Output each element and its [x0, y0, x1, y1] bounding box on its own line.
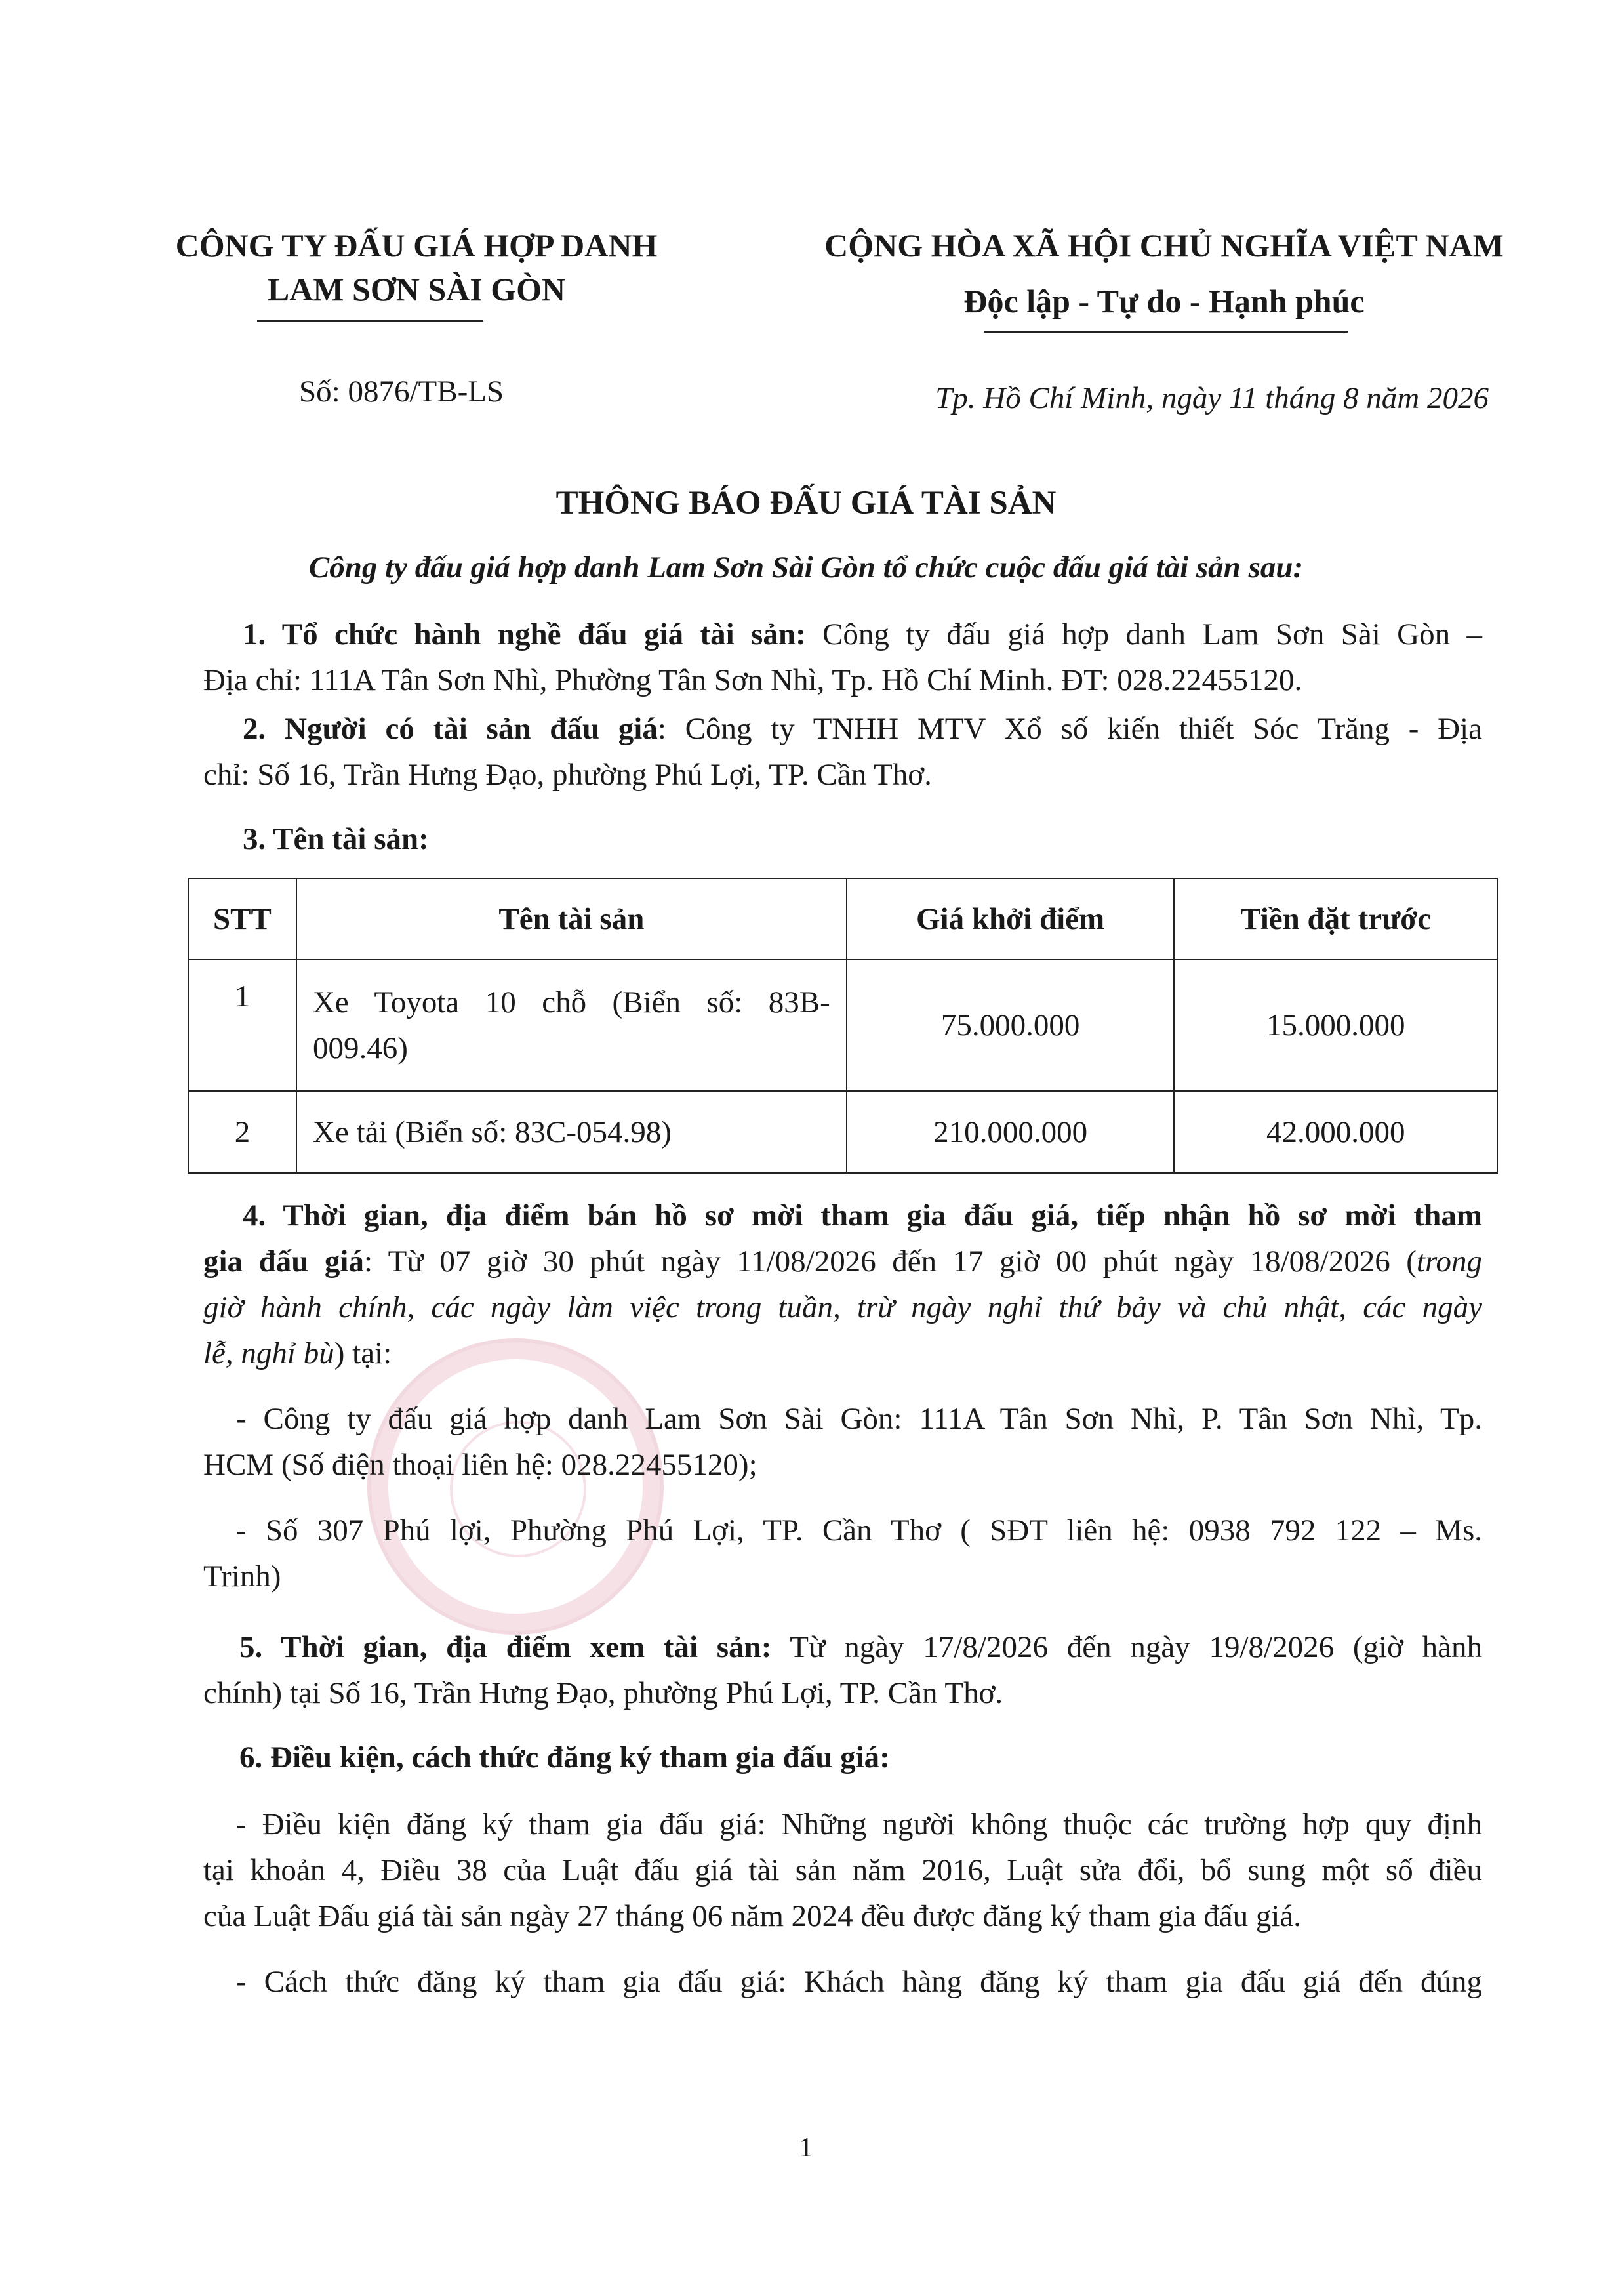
section-4-item-2 [203, 1507, 1482, 1599]
nation-motto: Độc lập - Tự do - Hạnh phúc [963, 283, 1365, 319]
section-4-italic-line: giờ hành chính, các ngày làm việc trong tuần, trừ ngày nghỉ thứ bảy và chủ nhật, các ngày [203, 1290, 1482, 1324]
org-underline [257, 320, 483, 322]
section-2-label: 2. Người có tài sản đấu giá [243, 712, 658, 746]
asset-name-line2: 009.46) [312, 1031, 408, 1065]
item-2-line2: Trinh) [203, 1559, 281, 1593]
section-2 [203, 706, 1482, 798]
section-2-text2: chỉ: Số 16, Trần Hưng Đạo, phường Phú Lợi, TP. Cần Thơ. [203, 758, 932, 792]
section-4-italic1: trong [1416, 1244, 1482, 1279]
row-stt: 2 [188, 1091, 296, 1173]
motto-underline [984, 331, 1348, 333]
section-4-label2: gia đấu giá [203, 1244, 364, 1279]
section-5-text2: chính) tại Số 16, Trần Hưng Đạo, phường Phú Lợi, TP. Cần Thơ. [203, 1676, 1003, 1710]
section-3-label: 3. Tên tài sản: [243, 822, 429, 856]
conditions-line3: của Luật Đấu giá tài sản ngày 27 tháng 06 năm 2024 đều được đăng ký tham gia đấu giá. [203, 1899, 1301, 1933]
document-subtitle: Công ty đấu giá hợp danh Lam Sơn Sài Gòn tổ chức cuộc đấu giá tài sản sau: [308, 550, 1304, 584]
row-start-price: 75.000.000 [847, 960, 1175, 1091]
row-stt: 1 [188, 960, 296, 1091]
document-number: Số: 0876/TB-LS [299, 375, 504, 409]
item-1-line2: HCM (Số điện thoại liên hệ: 028.22455120); [203, 1448, 757, 1482]
section-4-label1: 4. Thời gian, địa điểm bán hồ sơ mời tham gia đấu giá, tiếp nhận hồ sơ mời tham [243, 1199, 1482, 1233]
table-row [188, 960, 1497, 1091]
section-4-italic2: lễ, nghỉ bù [203, 1336, 334, 1370]
col-header-start-price: Giá khởi điểm [847, 878, 1175, 960]
section-4 [203, 1193, 1482, 1376]
conditions-line2: tại khoản 4, Điều 38 của Luật đấu giá tài sản năm 2016, Luật sửa đổi, bổ sung một số điều [203, 1853, 1482, 1887]
section-4-item-1 [203, 1396, 1482, 1488]
row-start-price: 210.000.000 [847, 1091, 1175, 1173]
place-date: Tp. Hồ Chí Minh, ngày 11 tháng 8 năm 2026 [935, 381, 1489, 415]
section-6-method [203, 1959, 1482, 2005]
item-1-line1: - Công ty đấu giá hợp danh Lam Sơn Sài Gòn: 111A Tân Sơn Nhì, P. Tân Sơn Nhì, Tp. [236, 1402, 1482, 1436]
row-asset-name: Xe tải (Biển số: 83C-054.98) [296, 1091, 847, 1173]
row-deposit: 42.000.000 [1174, 1091, 1497, 1173]
asset-name-line1: Xe Toyota 10 chỗ (Biển số: 83B- [312, 985, 830, 1019]
col-header-deposit: Tiền đặt trước [1174, 878, 1497, 960]
section-5 [203, 1624, 1482, 1716]
asset-table [188, 878, 1498, 1174]
section-4-text2: : Từ 07 giờ 30 phút ngày 11/08/2026 đến 17 giờ 00 phút ngày 18/08/2026 ( [363, 1244, 1417, 1279]
section-5-text1: Từ ngày 17/8/2026 đến ngày 19/8/2026 (giờ hành [771, 1630, 1482, 1664]
section-1-text1: Công ty đấu giá hợp danh Lam Sơn Sài Gòn – [805, 617, 1483, 651]
section-2-text1: : Công ty TNHH MTV Xổ số kiến thiết Sóc Trăng - Địa [657, 712, 1482, 746]
org-name-line2: LAM SƠN SÀI GÒN [267, 271, 566, 308]
section-1 [203, 611, 1482, 703]
nation-line1: CỘNG HÒA XÃ HỘI CHỦ NGHĨA VIỆT NAM [824, 227, 1504, 264]
table-row [188, 1091, 1497, 1173]
document-title: THÔNG BÁO ĐẤU GIÁ TÀI SẢN [555, 485, 1057, 522]
row-deposit: 15.000.000 [1174, 960, 1497, 1091]
org-name-line1: CÔNG TY ĐẤU GIÁ HỢP DANH [175, 227, 658, 264]
row-asset-name [296, 960, 847, 1091]
item-2-line1: - Số 307 Phú lợi, Phường Phú Lợi, TP. Cần Thơ ( SĐT liên hệ: 0938 792 122 – Ms. [236, 1513, 1482, 1548]
conditions-line1: - Điều kiện đăng ký tham gia đấu giá: Những người không thuộc các trường hợp quy định [236, 1807, 1482, 1841]
section-5-label: 5. Thời gian, địa điểm xem tài sản: [239, 1630, 772, 1664]
section-1-text2: Địa chỉ: 111A Tân Sơn Nhì, Phường Tân Sơn Nhì, Tp. Hồ Chí Minh. ĐT: 028.22455120. [203, 663, 1302, 697]
page-number: 1 [799, 2133, 813, 2163]
section-6-label: 6. Điều kiện, cách thức đăng ký tham gia đấu giá: [239, 1740, 890, 1774]
section-4-text4: ) tại: [334, 1336, 392, 1370]
method-line1: - Cách thức đăng ký tham gia đấu giá: Khách hàng đăng ký tham gia đấu giá đến đúng [236, 1965, 1482, 1999]
col-header-stt: STT [188, 878, 296, 960]
table-header-row [188, 878, 1497, 960]
section-1-label: 1. Tổ chức hành nghề đấu giá tài sản: [243, 617, 806, 651]
col-header-asset-name: Tên tài sản [296, 878, 847, 960]
section-6-conditions [203, 1801, 1482, 1939]
